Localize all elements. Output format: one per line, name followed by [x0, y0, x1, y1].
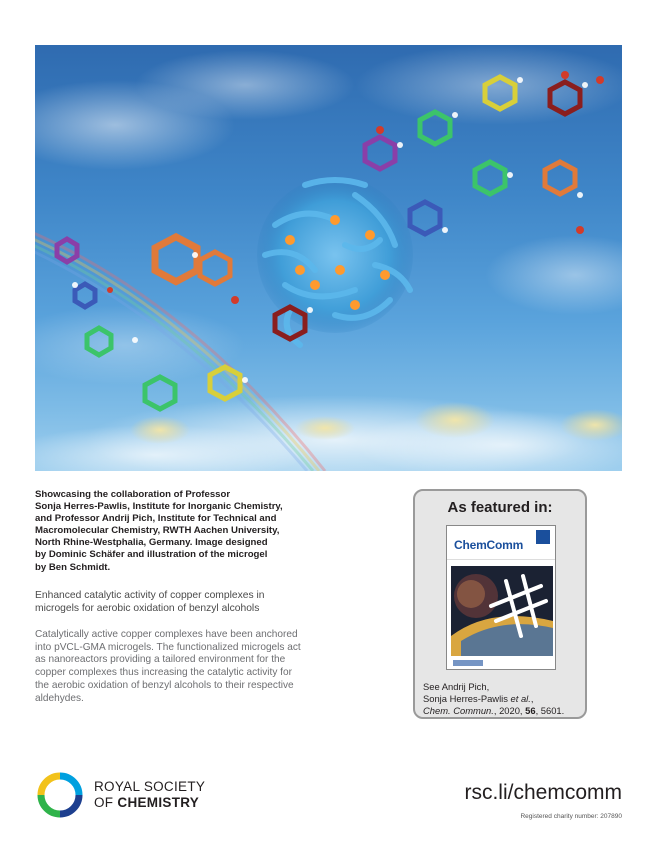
cover-journal-name: ChemComm	[454, 538, 524, 552]
article-title	[35, 590, 335, 615]
cover-footer-logo	[453, 660, 483, 666]
credit-line: Sonja Herres-Pawlis, Institute for Inorganic Chemistry,	[35, 501, 283, 513]
citation-line: See Andrij Pich,	[423, 681, 490, 692]
abstract-line: into pVCL-GMA microgels. The functionalized microgels act	[35, 641, 301, 653]
citation-authors: Sonja Herres-Pawlis	[423, 692, 511, 704]
org-name-line1: ROYAL SOCIETY	[94, 779, 206, 794]
journal-url-link[interactable]: rsc.li/chemcomm	[464, 781, 622, 804]
cover-illustration	[35, 45, 622, 471]
citation-comma: ,	[530, 692, 534, 704]
title-line: Enhanced catalytic activity of copper complexes in	[35, 590, 265, 601]
citation-year: , 2020,	[493, 704, 526, 716]
cover-artwork	[451, 566, 553, 656]
citation	[423, 681, 583, 716]
credit-line: North Rhine-Westphalia, Germany. Image designed	[35, 537, 268, 549]
charity-number: Registered charity number: 207890	[520, 813, 622, 820]
credit-line: and Professor Andrij Pich, Institute for Technical and	[35, 513, 277, 525]
credit-line: Macromolecular Chemistry, RWTH Aachen University,	[35, 525, 280, 537]
abstract-line: aldehydes.	[35, 692, 84, 704]
title-line: microgels for aerobic oxidation of benzyl alcohols	[35, 602, 260, 614]
org-name-of: OF	[94, 794, 118, 810]
org-name-line2	[94, 795, 205, 811]
journal-cover-thumbnail[interactable]	[446, 525, 556, 670]
molecules-illustration	[35, 45, 622, 471]
citation-volume: 56	[525, 704, 536, 716]
abstract-line: Catalytically active copper complexes have been anchored	[35, 629, 298, 640]
citation-etal: et al.	[510, 692, 531, 704]
rsc-logo-icon	[35, 770, 85, 820]
featured-title: As featured in:	[447, 499, 553, 516]
citation-line	[423, 693, 583, 705]
credit-line: by Dominic Schäfer and illustration of the microgel	[35, 549, 268, 561]
rsc-logo[interactable]	[35, 770, 235, 820]
cover-logo-mark	[536, 530, 550, 544]
abstract-line: copper complexes thus increasing the catalytic activity for	[35, 667, 292, 679]
citation-line	[423, 705, 583, 717]
abstract	[35, 629, 335, 705]
abstract-line: as nanoreactors providing a tailored environment for the	[35, 654, 286, 666]
featured-box	[413, 489, 587, 719]
rsc-logo-text	[94, 779, 205, 810]
org-name-chemistry: CHEMISTRY	[117, 794, 200, 810]
credit-line: Showcasing the collaboration of Professor	[35, 489, 231, 500]
image-credit	[35, 489, 325, 574]
abstract-line: the aerobic oxidation of benzyl alcohols to their respective	[35, 679, 294, 691]
credit-line: by Ben Schmidt.	[35, 561, 111, 573]
citation-page: , 5601.	[535, 704, 565, 716]
citation-journal: Chem. Commun.	[423, 704, 494, 716]
